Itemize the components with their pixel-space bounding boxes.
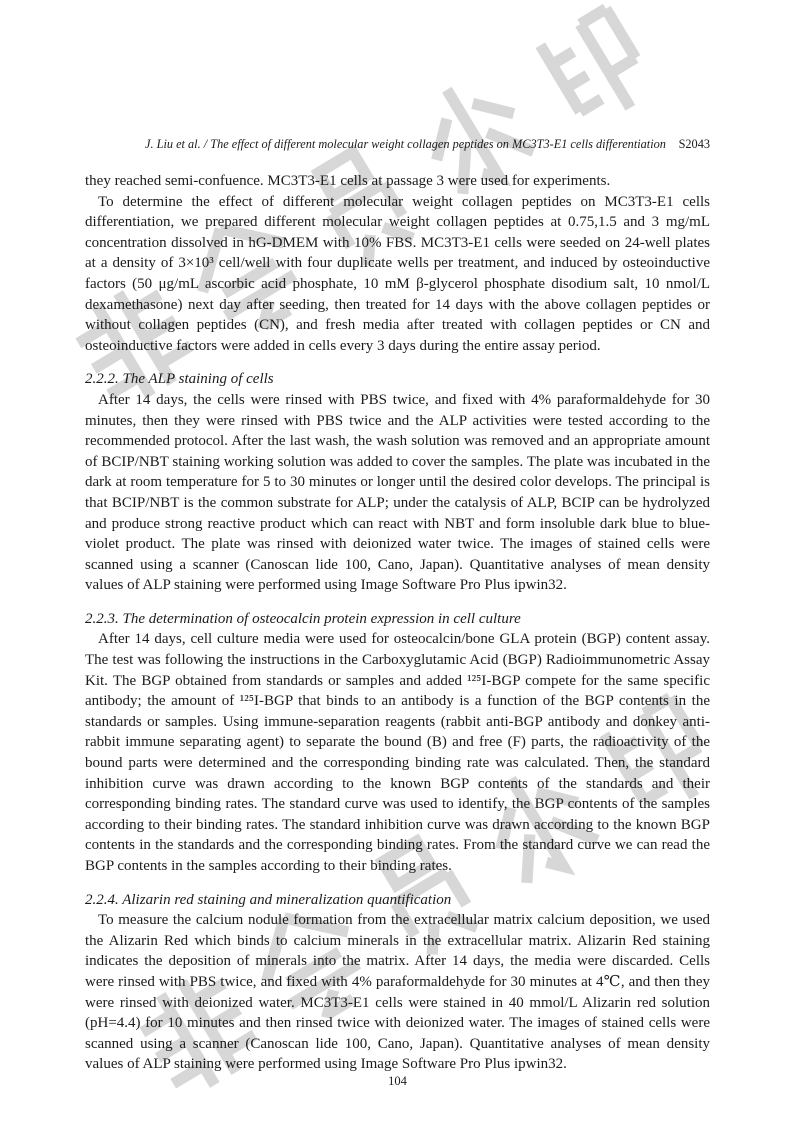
section-heading-2-2-3: 2.2.3. The determination of osteocalcin protein expression in cell culture	[85, 610, 521, 627]
running-title: J. Liu et al. / The effect of different molecular weight collagen peptides on MC3T3-E1 cells differentiation	[145, 137, 666, 151]
intro-paragraph: To determine the effect of different molecular weight collagen peptides on MC3T3-E1 cells differentiation, we prepared different molecular weight collagen peptides at 0.75,1.5 and 3 mg/mL concentration dissolved in hG-DMEM with 10% FBS. MC3T3-E1 cells were seeded on 24-well plates at a density of 3×10³ cell/well with four duplicate wells per treatment, and induced by osteoinductive factors (50 μg/mL ascorbic acid phosphate, 10 mM β-glycerol phosphate disodium salt, 10 nmol/L dexamethasone) next day after seeding, then treated for 14 days with the above collagen peptides or without collagen peptides (CN), and fresh media after treated with collagen peptides or CN and osteoinductive factors were added in cells every 3 days during the entire assay period.	[85, 193, 710, 354]
section-heading-2-2-4: 2.2.4. Alizarin red staining and mineralization quantification	[85, 891, 452, 908]
text-column	[85, 137, 710, 1075]
section-paragraph-2-2-2: After 14 days, the cells were rinsed with PBS twice, and fixed with 4% paraformaldehyde for 30 minutes, then they were rinsed with PBS twice and the ALP activities were tested according to the recommended protocol. After the last wash, the wash solution was removed and an appropriate amount of BCIP/NBT staining working solution was added to cover the samples. The plate was incubated in the dark at room temperature for 5 to 30 minutes or longer until the desired color develops. The principal is that BCIP/NBT is the common substrate for ALP; under the catalysis of ALP, BCIP can be hydrolyzed and produce strong reactive product which can react with NBT and form insoluble dark blue to blue-violet product. The plate was rinsed with deionized water twice. The images of stained cells were scanned using a scanner (Canoscan lide 100, Cano, Japan). Quantitative analyses of mean density values of ALP staining were performed using Image Software Pro Plus ipwin32.	[85, 391, 710, 594]
section-heading-2-2-2: 2.2.2. The ALP staining of cells	[85, 371, 274, 388]
page-number: 104	[388, 1074, 407, 1088]
section-paragraph-2-2-3: After 14 days, cell culture media were used for osteocalcin/bone GLA protein (BGP) content assay. The test was following the instructions in the Carboxyglutamic Acid (BGP) Radioimmunometric Assay Kit. The BGP obtained from standards or samples and added ¹²⁵I-BGP compete for the same specific antibody; the amount of ¹²⁵I-BGP that binds to an antibody is a function of the BGP contents in the standards or samples. Using immune-separation reagents (rabbit anti-BGP antibody and donkey anti-rabbit immune separating agent) to separate the bound (B) and free (F) parts, the radioactivity of the bound parts were determined and the corresponding binding rate was calculated. Then, the standard inhibition curve was drawn according to the known BGP contents of the standards and their corresponding binding rates. The standard curve was used to identify, the BGP contents of the samples according to their binding rates. The standard inhibition curve was drawn according to the known BGP contents in the standards and the corresponding binding rates. From the standard curve we can read the BGP contents in the samples according to their binding rates.	[85, 631, 710, 874]
section-paragraph-2-2-4: To measure the calcium nodule formation from the extracellular matrix calcium deposition, we used the Alizarin Red which binds to calcium minerals in the extracellular matrix. Alizarin Red staining indicates the deposition of minerals into the matrix. After 14 days, the media were discarded. Cells were rinsed with PBS twice, and fixed with 4% paraformaldehyde for 30 minutes at 4℃, and then they were rinsed with deionized water. MC3T3-E1 cells were stained in 40 mmol/L Alizarin red solution (pH=4.4) for 10 minutes and then rinsed twice with deionized water. The images of stained cells were scanned using a scanner (Canoscan lide 100, Cano, Japan). Quantitative analyses of mean density values of ALP staining were performed using Image Software Pro Plus ipwin32.	[85, 912, 710, 1073]
continuation-paragraph: they reached semi-confuence. MC3T3-E1 cells at passage 3 were used for experiments.	[85, 173, 611, 189]
running-header	[85, 137, 710, 152]
page-code: S2043	[678, 137, 710, 151]
